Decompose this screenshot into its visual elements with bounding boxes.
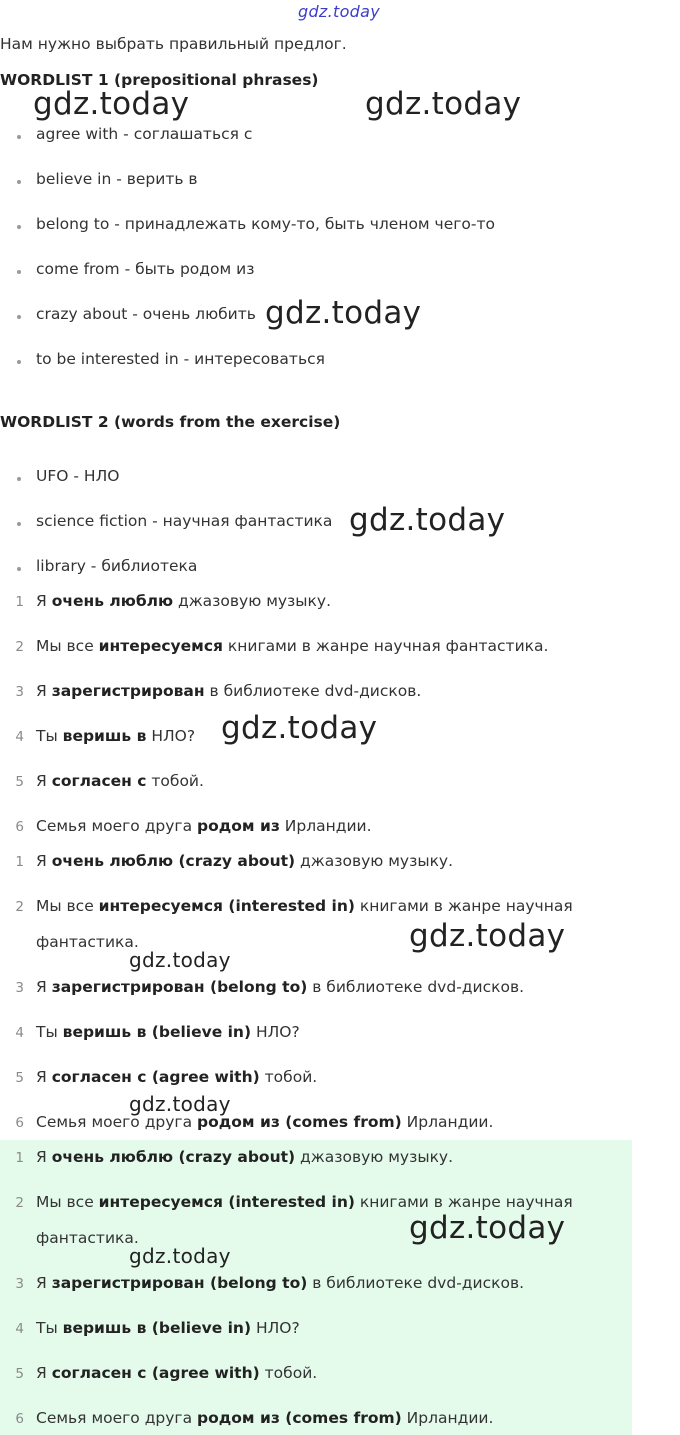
sentence-text: джазовую музыку. [173, 592, 331, 610]
sentence-text: тобой. [146, 772, 204, 790]
watermark: gdz.today [221, 710, 378, 746]
list-item [36, 1319, 300, 1337]
bullet-dot [17, 477, 21, 481]
highlighted-phrase: веришь в (believe in) [62, 1319, 252, 1337]
wordlist1-title: WORDLIST 1 (prepositional phrases) [0, 71, 319, 89]
bullet-dot [17, 315, 21, 319]
sentence-text: Ирландии. [401, 1113, 494, 1131]
watermark: gdz.today [349, 502, 506, 538]
item-number: 2 [15, 899, 24, 915]
list-item [36, 1193, 573, 1211]
list-item [36, 1113, 493, 1131]
sentence-text: Я [36, 772, 52, 790]
sentence-text: Я [36, 1068, 52, 1086]
wordlist2-title: WORDLIST 2 (words from the exercise) [0, 413, 341, 431]
item-number: 5 [15, 1366, 24, 1382]
sentence-text: книгами в жанре научная [354, 1193, 573, 1211]
item-number: 3 [15, 980, 24, 996]
highlighted-phrase: родом из (comes from) [197, 1409, 402, 1427]
watermark: gdz.today [33, 86, 190, 122]
item-number: 2 [15, 639, 24, 655]
list-item [36, 817, 372, 835]
sentence-text: тобой. [259, 1068, 318, 1086]
bullet-dot [17, 270, 21, 274]
bullet-dot [17, 180, 21, 184]
watermark: gdz.today [129, 948, 231, 972]
sentence-text: НЛО? [146, 727, 196, 745]
watermark: gdz.today [129, 1092, 231, 1116]
watermark: gdz.today [409, 1210, 566, 1246]
sentence-text: НЛО? [251, 1319, 300, 1337]
highlighted-phrase: интересуемся (interested in) [98, 1193, 355, 1211]
highlighted-phrase: согласен с (agree with) [51, 1068, 260, 1086]
sentence-text: Я [36, 852, 52, 870]
highlighted-phrase: зарегистрирован (belong to) [51, 978, 308, 996]
watermark: gdz.today [365, 86, 522, 122]
list-item: believe in - верить в [36, 170, 198, 188]
item-number: 4 [15, 1321, 24, 1337]
item-number: 5 [15, 1070, 24, 1086]
highlighted-phrase: очень люблю (crazy about) [51, 852, 296, 870]
item-number: 4 [15, 1025, 24, 1041]
list-item [36, 1274, 524, 1292]
item-number: 3 [15, 684, 24, 700]
sentence-text: Я [36, 592, 52, 610]
list-item [36, 1364, 317, 1382]
list-item: library - библиотека [36, 557, 198, 575]
sentence-text: Ирландии. [401, 1409, 494, 1427]
highlighted-phrase: веришь в [62, 727, 147, 745]
item-number: 4 [15, 729, 24, 745]
list-item [36, 897, 573, 915]
highlighted-phrase: веришь в (believe in) [62, 1023, 252, 1041]
highlighted-phrase: зарегистрирован (belong to) [51, 1274, 308, 1292]
sentence-text: Я [36, 1364, 52, 1382]
list-item [36, 592, 331, 610]
item-number: 1 [15, 1150, 24, 1166]
watermark-top: gdz.today [298, 2, 380, 21]
bullet-dot [17, 567, 21, 571]
sentence-text: Семья моего друга [36, 1113, 198, 1131]
list-item [36, 978, 524, 996]
highlighted-phrase: зарегистрирован [51, 682, 205, 700]
highlighted-phrase: согласен с (agree with) [51, 1364, 260, 1382]
list-item-continuation: фантастика. [36, 1229, 139, 1247]
watermark: gdz.today [129, 1244, 231, 1268]
sentence-text: в библиотеке dvd-дисков. [204, 682, 422, 700]
sentence-text: НЛО? [251, 1023, 300, 1041]
list-item: come from - быть родом из [36, 260, 255, 278]
list-item: agree with - соглашаться с [36, 125, 253, 143]
sentence-text: джазовую музыку. [295, 852, 454, 870]
list-item [36, 1068, 317, 1086]
list-item-continuation: фантастика. [36, 933, 139, 951]
item-number: 1 [15, 594, 24, 610]
list-item [36, 727, 195, 745]
sentence-text: Я [36, 1148, 52, 1166]
sentence-text: в библиотеке dvd-дисков. [307, 1274, 525, 1292]
sentence-text: Ты [36, 1023, 63, 1041]
list-item: crazy about - очень любить [36, 305, 256, 323]
list-item [36, 682, 421, 700]
highlighted-phrase: родом из (comes from) [197, 1113, 402, 1131]
list-item [36, 1409, 493, 1427]
sentence-text: Мы все [36, 897, 99, 915]
list-item: UFO - НЛО [36, 467, 120, 485]
sentence-text: книгами в жанре научная [354, 897, 573, 915]
sentence-text: Ирландии. [279, 817, 372, 835]
item-number: 6 [15, 1411, 24, 1427]
bullet-dot [17, 135, 21, 139]
sentence-text: Я [36, 978, 52, 996]
watermark: gdz.today [265, 295, 422, 331]
bullet-dot [17, 225, 21, 229]
sentence-text: тобой. [259, 1364, 318, 1382]
list-item [36, 852, 453, 870]
list-item [36, 1023, 300, 1041]
item-number: 6 [15, 1115, 24, 1131]
sentence-text: джазовую музыку. [295, 1148, 454, 1166]
list-item [36, 637, 548, 655]
sentence-text: Мы все [36, 637, 99, 655]
item-number: 5 [15, 774, 24, 790]
list-item: science fiction - научная фантастика [36, 512, 333, 530]
sentence-text: Семья моего друга [36, 817, 198, 835]
sentence-text: Я [36, 682, 52, 700]
highlighted-phrase: интересуемся [98, 637, 223, 655]
watermark: gdz.today [409, 918, 566, 954]
highlighted-phrase: родом из [197, 817, 280, 835]
item-number: 6 [15, 819, 24, 835]
sentence-text: Мы все [36, 1193, 99, 1211]
list-item: belong to - принадлежать кому-то, быть членом чего-то [36, 215, 495, 233]
list-item [36, 1148, 453, 1166]
bullet-dot [17, 360, 21, 364]
sentence-text: книгами в жанре научная фантастика. [222, 637, 549, 655]
sentence-text: Семья моего друга [36, 1409, 198, 1427]
item-number: 2 [15, 1195, 24, 1211]
highlighted-phrase: очень люблю [51, 592, 174, 610]
item-number: 3 [15, 1276, 24, 1292]
bullet-dot [17, 522, 21, 526]
sentence-text: в библиотеке dvd-дисков. [307, 978, 525, 996]
highlighted-phrase: интересуемся (interested in) [98, 897, 355, 915]
item-number: 1 [15, 854, 24, 870]
list-item: to be interested in - интересоваться [36, 350, 325, 368]
highlighted-phrase: очень люблю (crazy about) [51, 1148, 296, 1166]
sentence-text: Я [36, 1274, 52, 1292]
intro-text: Нам нужно выбрать правильный предлог. [0, 35, 347, 53]
sentence-text: Ты [36, 1319, 63, 1337]
list-item [36, 772, 204, 790]
highlighted-phrase: согласен с [51, 772, 147, 790]
sentence-text: Ты [36, 727, 63, 745]
